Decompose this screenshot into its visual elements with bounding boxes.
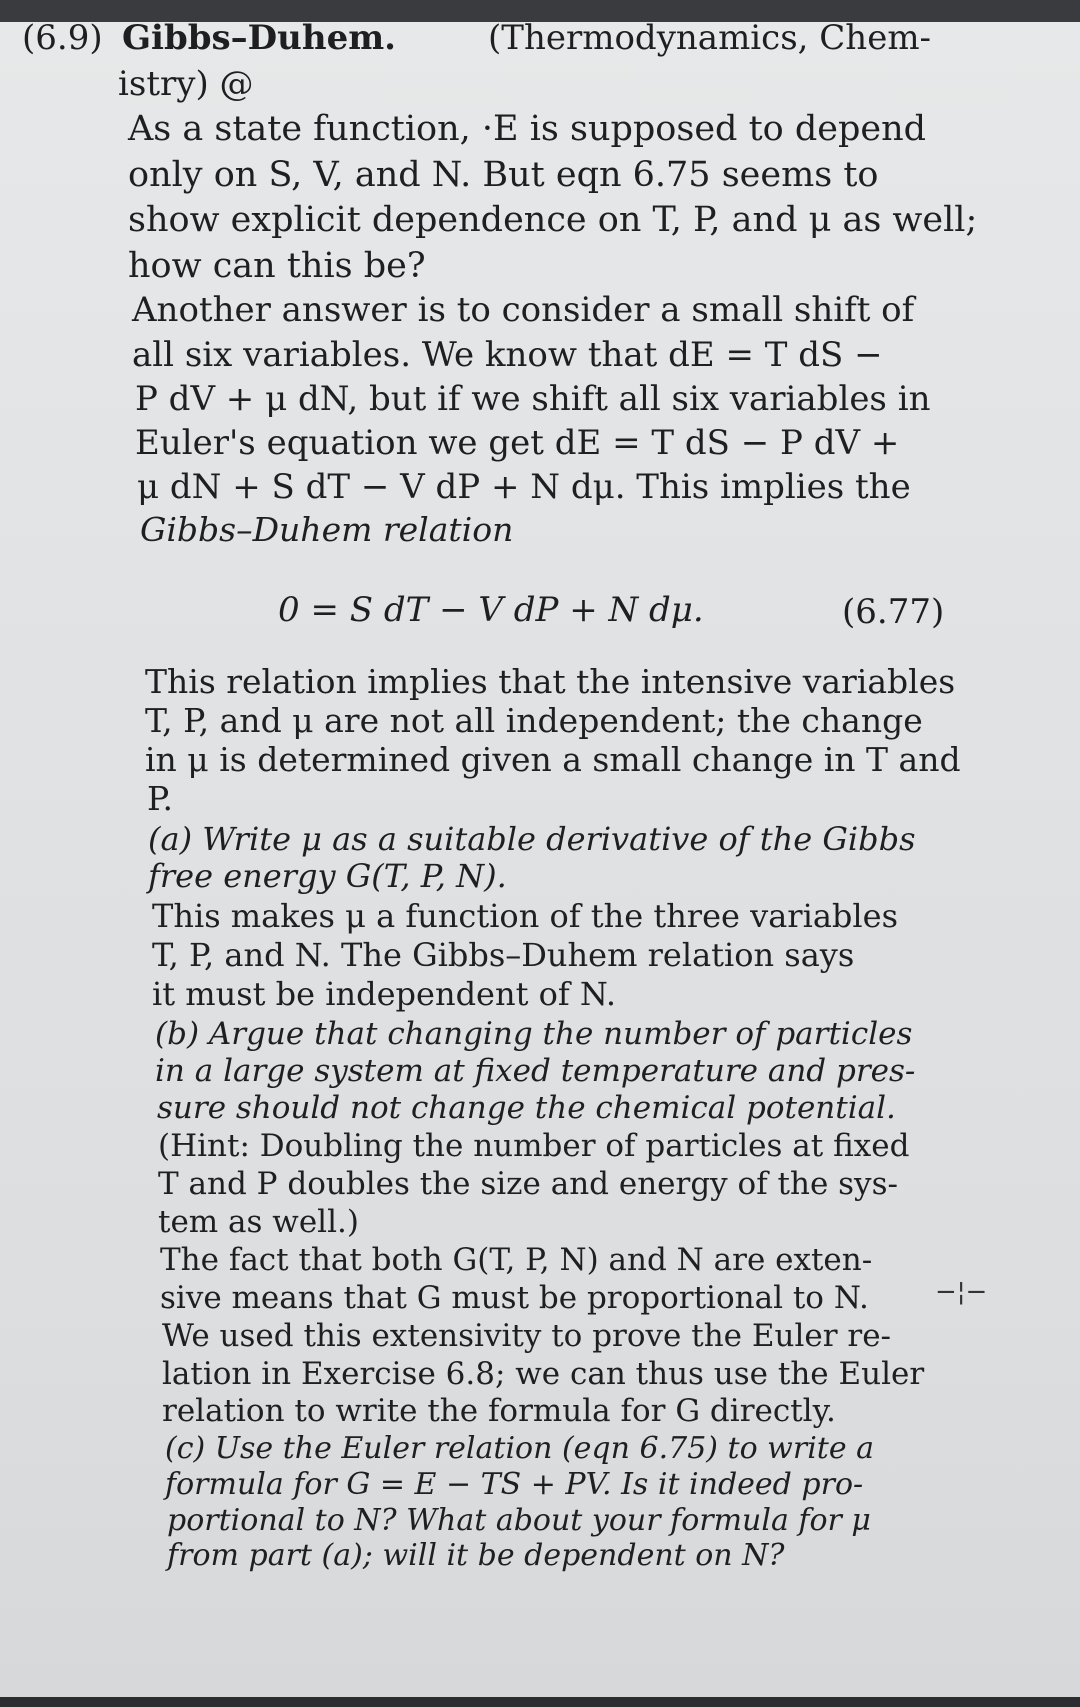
part-a-line-2: free energy G(T, P, N). [148,857,507,895]
part-c-line-2: formula for G = E − TS + PV. Is it indeed pro- [165,1467,864,1502]
part-b-answer-line-4: lation in Exercise 6.8; we can thus use the Euler [162,1356,925,1392]
equation-6-77: 0 = S dT − V dP + N dμ. [278,590,704,630]
part-a-answer-line-2: T, P, and N. The Gibbs–Duhem relation says [152,936,855,974]
problem-topics-1: (Thermodynamics, Chem- [488,18,932,58]
problem-title: Gibbs–Duhem. [122,18,397,58]
part-b-line-3: sure should not change the chemical potential. [157,1090,896,1126]
answer-line-6: Gibbs–Duhem relation [140,510,514,549]
intro-line-3: show explicit dependence on T, P, and μ as well; [128,200,978,240]
answer-line-2: all six variables. We know that dE = T dS − [132,335,883,375]
part-c-line-1: (c) Use the Euler relation (eqn 6.75) to write a [165,1431,875,1466]
relation-line-2: T, P, and μ are not all independent; the change [145,701,923,740]
problem-topics-2: istry) @ [118,64,254,104]
part-a-answer-line-3: it must be independent of N. [152,975,617,1013]
part-b-line-1: (b) Argue that changing the number of particles [155,1016,913,1052]
part-b-line-4: (Hint: Doubling the number of particles at fixed [158,1128,910,1164]
relation-line-3: in μ is determined given a small change in T and [145,740,961,779]
answer-line-3: P dV + μ dN, but if we shift all six variables in [135,379,931,419]
problem-number: (6.9) [22,18,103,58]
part-b-answer-line-3: We used this extensivity to prove the Euler re- [162,1318,892,1354]
intro-line-1: As a state function, ·E is supposed to depend [128,109,927,149]
bottom-dark-edge [0,1697,1080,1707]
textbook-page [0,18,1080,1707]
part-a-line-1: (a) Write μ as a suitable derivative of the Gibbs [148,820,916,858]
part-b-answer-line-2: sive means that G must be proportional to N. [160,1280,869,1316]
part-c-line-3: portional to N? What about your formula for μ [167,1503,871,1538]
answer-line-1: Another answer is to consider a small shift of [132,290,915,330]
relation-line-1: This relation implies that the intensive variables [145,662,956,701]
part-b-answer-line-5: relation to write the formula for G directly. [162,1393,836,1429]
equation-number: (6.77) [842,592,945,632]
part-b-answer-line-1: The fact that both G(T, P, N) and N are exten- [160,1242,873,1278]
intro-line-2: only on S, V, and N. But eqn 6.75 seems to [128,155,879,195]
part-b-line-6: tem as well.) [158,1204,359,1240]
relation-line-4: P. [147,779,174,818]
answer-line-5: μ dN + S dT − V dP + N dμ. This implies the [137,467,911,507]
part-c-line-4: from part (a); will it be dependent on N? [167,1538,785,1573]
part-b-line-2: in a large system at fixed temperature and pres- [155,1053,916,1089]
intro-line-4: how can this be? [128,246,426,286]
answer-line-4: Euler's equation we get dE = T dS − P dV + [135,423,900,463]
part-b-line-5: T and P doubles the size and energy of the sys- [158,1166,898,1202]
margin-mark: −¦− [935,1277,988,1307]
part-a-answer-line-1: This makes μ a function of the three variables [152,897,898,935]
